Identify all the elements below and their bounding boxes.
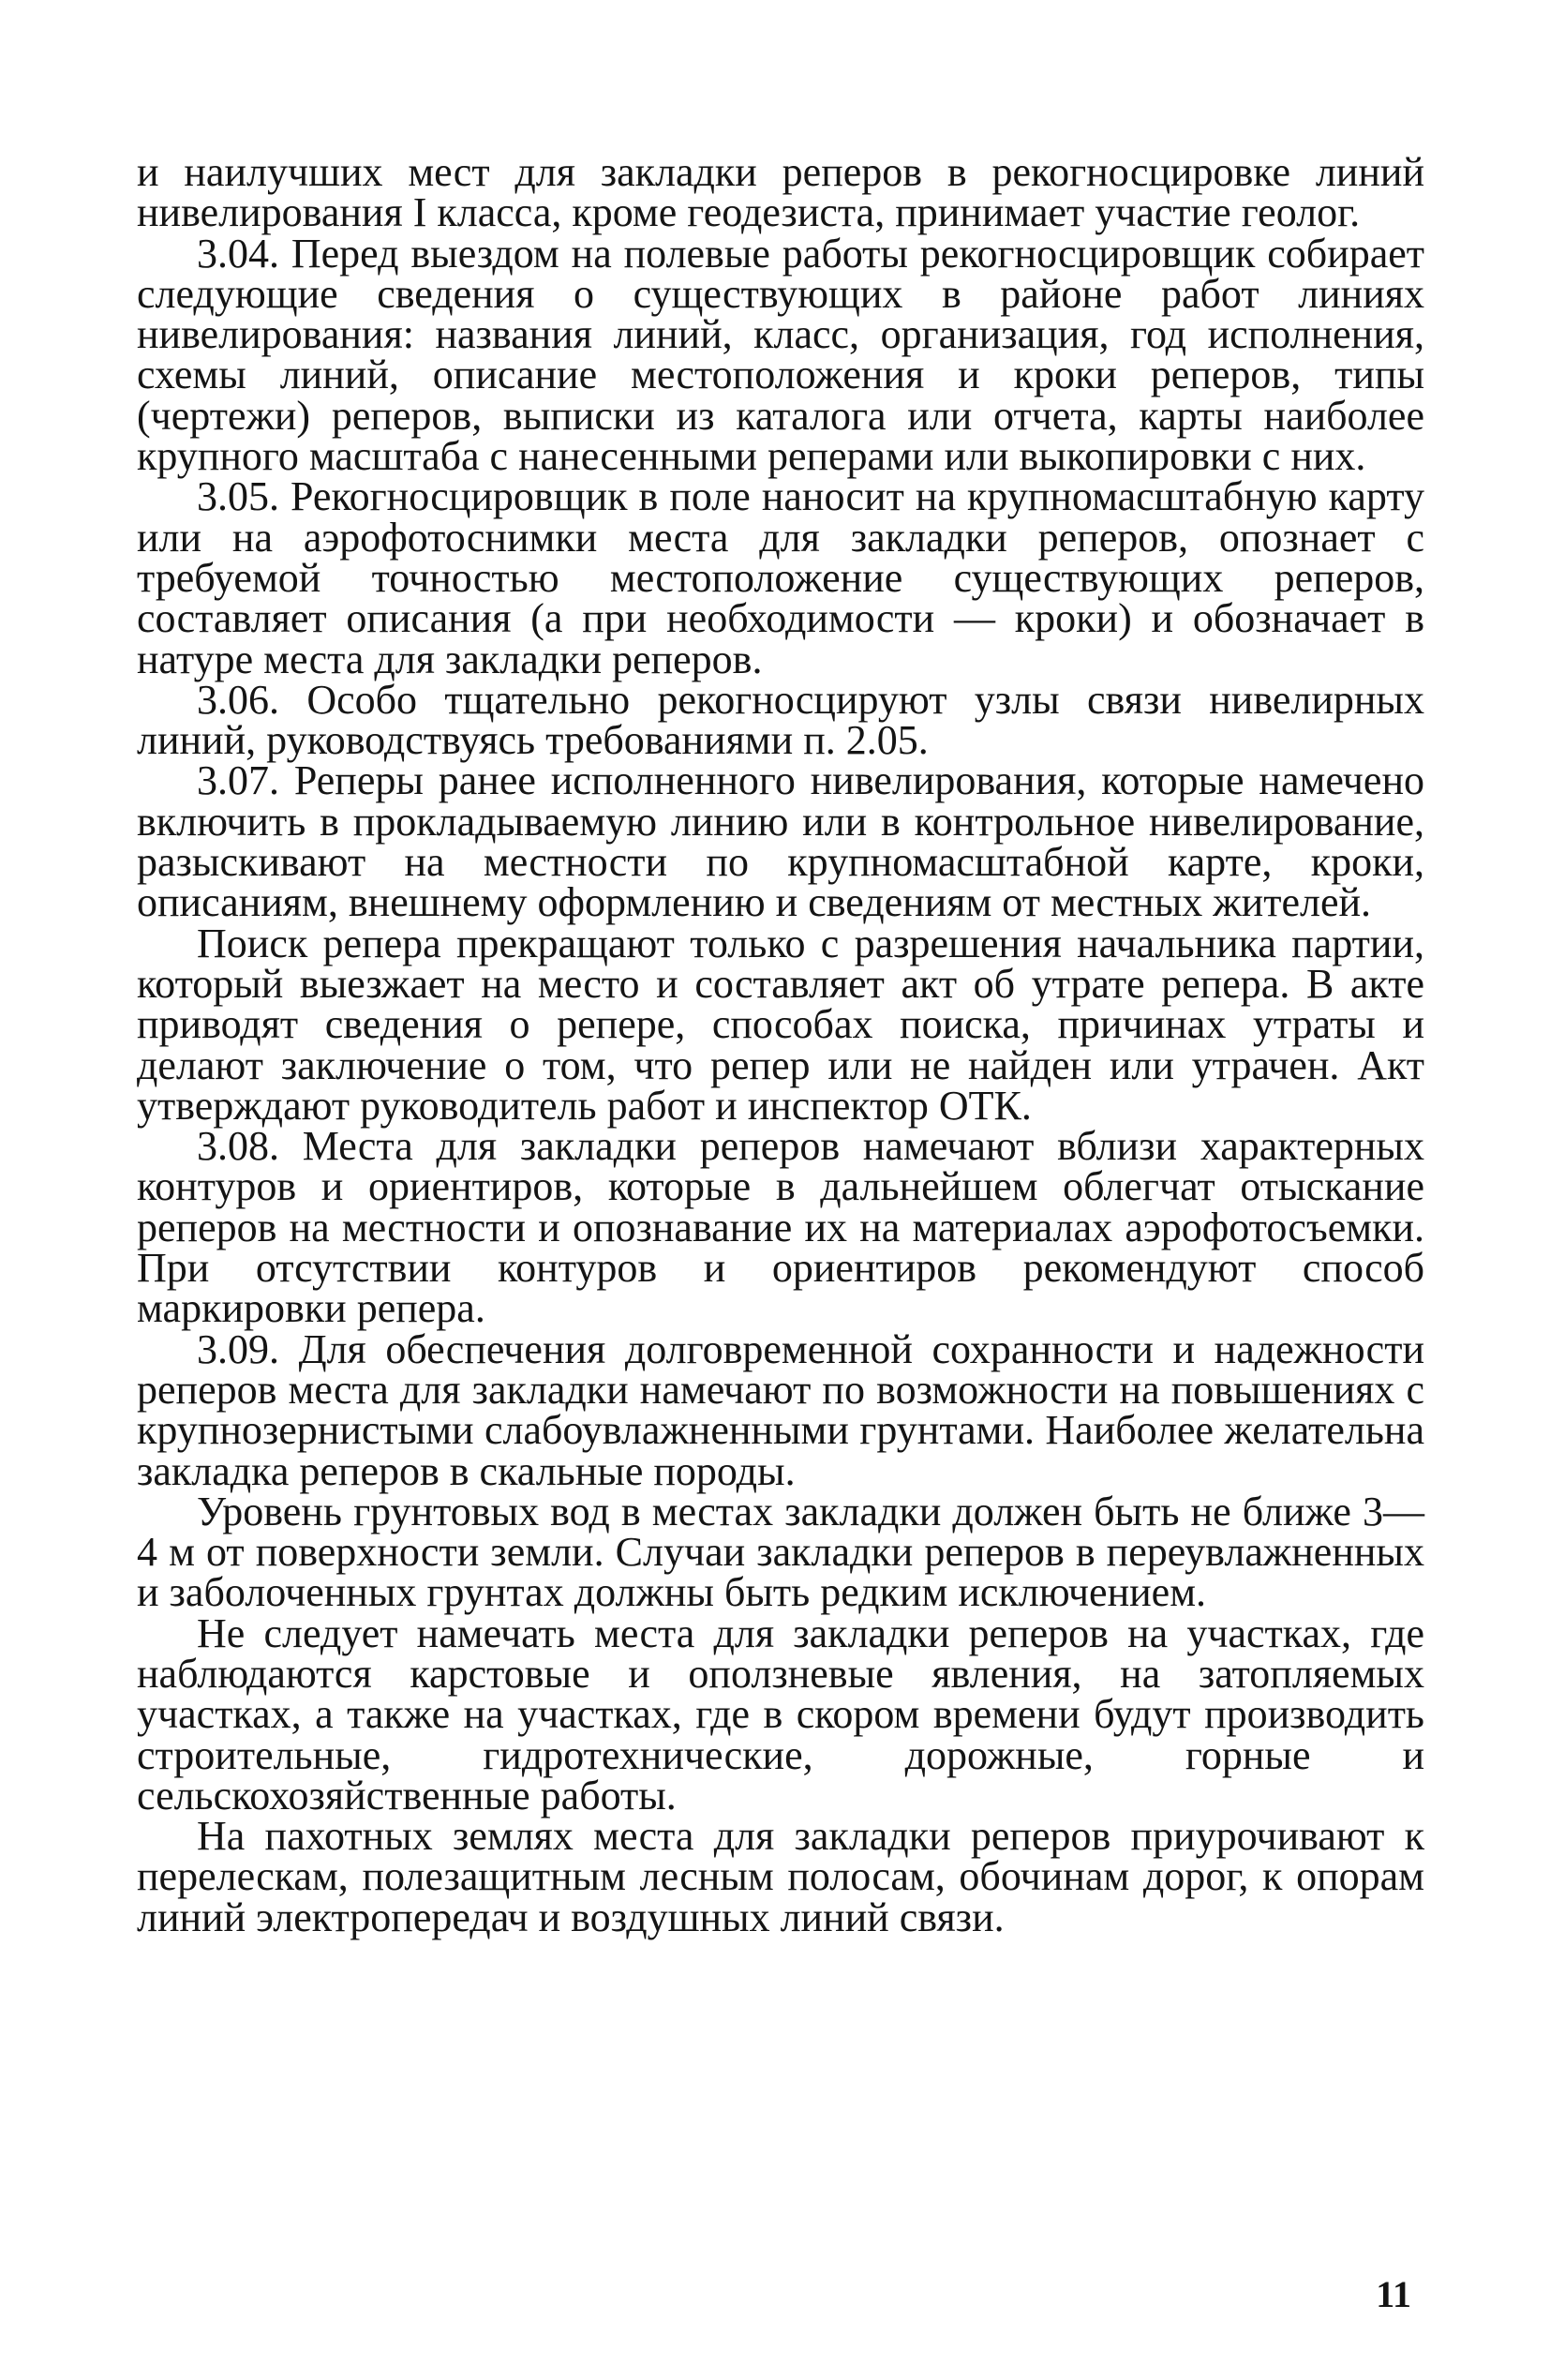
paragraph-3-07: 3.07. Реперы ранее исполненного нивелирования, которые намечено включить в прокладываемую линию или в контрольное нивелирование, разыскивают на местности по крупномасштабной карте, кроки, описаниям, внешнему оформлению и сведениям от местных жителей.: [137, 757, 1424, 926]
paragraph-3-06: 3.06. Особо тщательно рекогносцируют узлы связи нивелирных линий, руководствуясь требованиями п. 2.05.: [137, 676, 1424, 764]
body-text: [137, 149, 1424, 1940]
page-number: 11: [1376, 2273, 1411, 2315]
paragraph-3-09: 3.09. Для обеспечения долговременной сохранности и надежности реперов места для закладки намечают по возможности на повышениях с крупнозернистыми слабоувлажненными грунтами. Наиболее желательна закладка реперов в скальные породы.: [137, 1325, 1424, 1494]
paragraph-benchmark-search: Поиск репера прекращают только с разрешения начальника партии, который выезжает на место и составляет акт об утрате репера. В акте приводят сведения о репере, способах поиска, причинах утраты и делают заключение о том, что репер или не найден или утрачен. Акт утверждают руководитель работ и инспектор ОТК.: [137, 920, 1424, 1129]
paragraph-3-05: 3.05. Рекогносцировщик в поле наносит на крупномасштабную карту или на аэрофотоснимки места для закладки реперов, опознает с требуемой точностью местоположение существующих реперов, составляет описания (а при необходимости — кроки) и обозначает в натуре места для закладки реперов.: [137, 473, 1424, 682]
paragraph-karst-areas: Не следует намечать места для закладки реперов на участках, где наблюдаются карстовые и оползневые явления, на затопляемых участках, а также на участках, где в скором времени будут производить строительные, гидротехнические, дорожные, горные и сельскохозяйственные работы.: [137, 1609, 1424, 1819]
paragraph-groundwater: Уровень грунтовых вод в местах закладки должен быть не ближе 3—4 м от поверхности земли. Случаи закладки реперов в переувлажненных и заболоченных грунтах должны быть редким исключением.: [137, 1488, 1424, 1616]
paragraph-3-08: 3.08. Места для закладки реперов намечают вблизи характерных контуров и ориентиров, которые в дальнейшем облегчат отыскание реперов на местности и опознавание их на материалах аэрофотосъемки. При отсутствии контуров и ориентиров рекомендуют способ маркировки репера.: [137, 1123, 1424, 1332]
paragraph-3-04: 3.04. Перед выездом на полевые работы рекогносцировщик собирает следующие сведения о существующих в районе работ линиях нивелирования: названия линий, класс, организация, год исполнения, схемы линий, описание местоположения и кроки реперов, типы (чертежи) реперов, выписки из каталога или отчета, карты наиболее крупного масштаба с нанесенными реперами или выкопировки с них.: [137, 230, 1424, 480]
paragraph-arable-land: На пахотных землях места для закладки реперов приурочивают к перелескам, полезащитным лесным полосам, обочинам дорог, к опорам линий электропередач и воздушных линий связи.: [137, 1813, 1424, 1940]
paragraph-continuation: и наилучших мест для закладки реперов в рекогносцировке линий нивелирования I класса, кроме геодезиста, принимает участие геолог.: [137, 149, 1424, 236]
